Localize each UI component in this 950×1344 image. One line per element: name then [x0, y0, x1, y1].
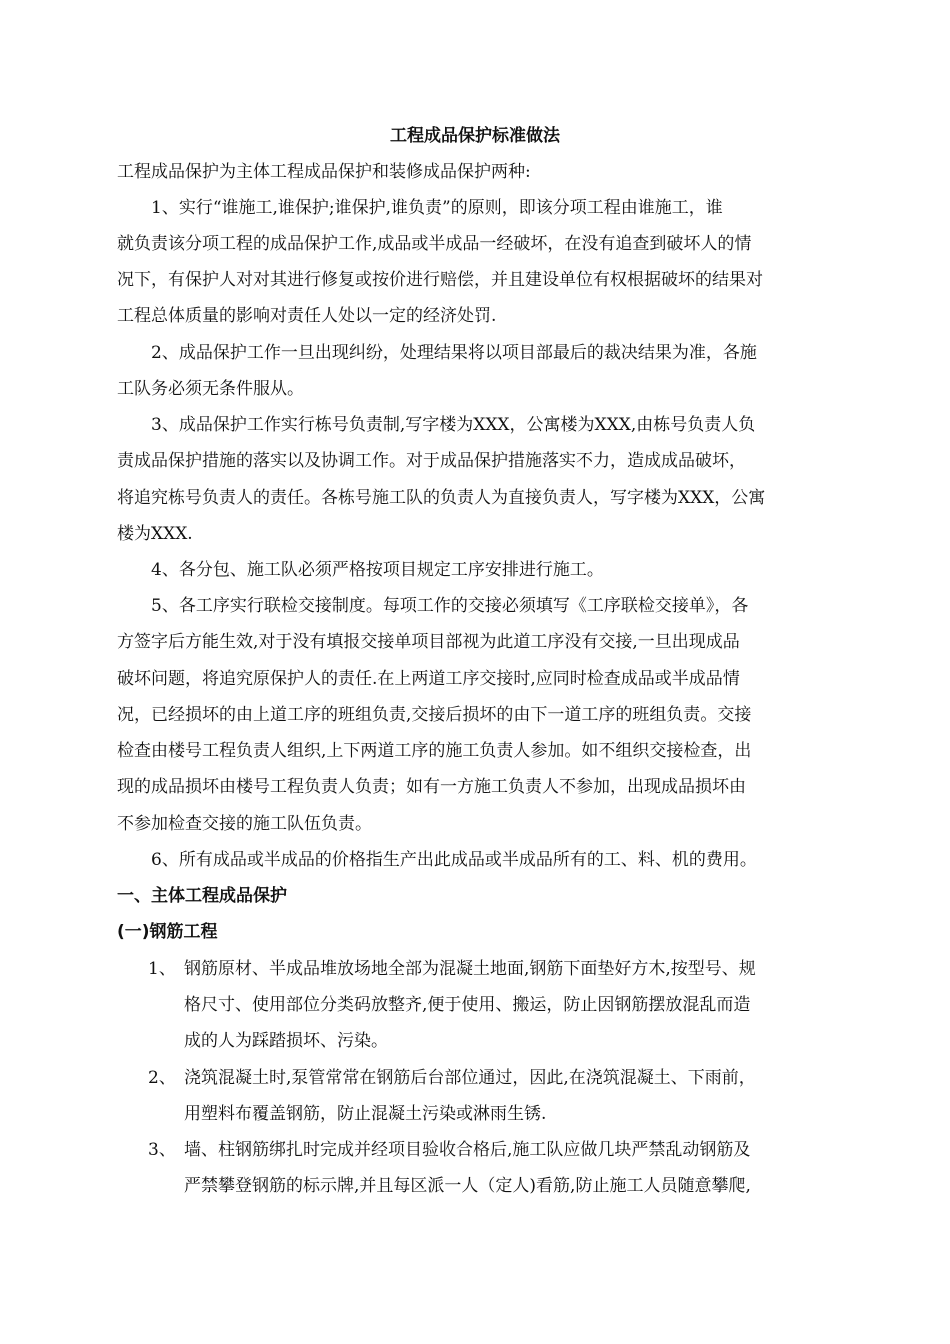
paragraph-2-line: 2、成品保护工作一旦出现纠纷，处理结果将以项目部最后的裁决结果为准，各施: [151, 343, 757, 363]
paragraph-1-line: 1、实行“谁施工,谁保护;谁保护,谁负责”的原则，即该分项工程由谁施工，谁: [151, 198, 723, 218]
paragraph-5-line: 方签字后方能生效,对于没有填报交接单项目部视为此道工序没有交接,一旦出现成品: [117, 632, 740, 652]
paragraph-1-line: 工程总体质量的影响对责任人处以一定的经济处罚.: [117, 306, 497, 326]
paragraph-3-line: 责成品保护措施的落实以及协调工作。对于成品保护措施落实不力，造成成品破坏，: [117, 451, 746, 471]
paragraph-4-line: 4、各分包、施工队必须严格按项目规定工序安排进行施工。: [151, 560, 604, 580]
paragraph-5-line: 破坏问题，将追究原保护人的责任.在上两道工序交接时,应同时检查成品或半成品情: [117, 669, 740, 689]
paragraph-2-line: 工队务必须无条件服从。: [117, 379, 304, 399]
paragraph-5-line: 5、各工序实行联检交接制度。每项工作的交接必须填写《工序联检交接单》，各: [151, 596, 749, 616]
paragraph-5-line: 现的成品损坏由楼号工程负责人负责；如有一方施工负责人不参加，出现成品损坏由: [117, 777, 746, 797]
paragraph-5-line: 检查由楼号工程负责人组织,上下两道工序的施工负责人参加。如不组织交接检查，出: [117, 741, 752, 761]
list-item-number: 1、: [148, 959, 176, 979]
document-title: 工程成品保护标准做法: [390, 126, 560, 146]
intro-line: 工程成品保护为主体工程成品保护和装修成品保护两种:: [117, 162, 531, 182]
subsection-heading: (一)钢筋工程: [117, 922, 218, 942]
paragraph-3-line: 楼为XXX.: [117, 524, 193, 544]
list-item-number: 2、: [148, 1068, 176, 1088]
list-item-line: 钢筋原材、半成品堆放场地全部为混凝土地面,钢筋下面垫好方木,按型号、规: [184, 959, 756, 979]
paragraph-3-line: 将追究栋号负责人的责任。各栋号施工队的负责人为直接负责人，写字楼为XXX，公寓: [117, 488, 766, 508]
list-item-line: 浇筑混凝土时,泵管常常在钢筋后台部位通过，因此,在浇筑混凝土、下雨前，: [184, 1068, 756, 1088]
paragraph-6-line: 6、所有成品或半成品的价格指生产出此成品或半成品所有的工、料、机的费用。: [151, 850, 757, 870]
paragraph-5-line: 不参加检查交接的施工队伍负责。: [117, 814, 372, 834]
list-item-line: 墙、柱钢筋绑扎时完成并经项目验收合格后,施工队应做几块严禁乱动钢筋及: [184, 1140, 751, 1160]
list-item-line: 成的人为踩踏损坏、污染。: [184, 1031, 388, 1051]
list-item-number: 3、: [148, 1140, 176, 1160]
paragraph-1-line: 就负责该分项工程的成品保护工作,成品或半成品一经破坏，在没有追查到破坏人的情: [117, 234, 752, 254]
list-item-line: 用塑料布覆盖钢筋，防止混凝土污染或淋雨生锈.: [184, 1104, 547, 1124]
section-heading: 一、主体工程成品保护: [117, 886, 287, 906]
list-item-line: 严禁攀登钢筋的标示牌,并且每区派一人（定人)看筋,防止施工人员随意攀爬,: [184, 1176, 751, 1196]
paragraph-5-line: 况，已经损坏的由上道工序的班组负责,交接后损坏的由下一道工序的班组负责。交接: [117, 705, 752, 725]
paragraph-3-line: 3、成品保护工作实行栋号负责制,写字楼为XXX，公寓楼为XXX,由栋号负责人负: [151, 415, 756, 435]
list-item-line: 格尺寸、使用部位分类码放整齐,便于使用、搬运，防止因钢筋摆放混乱而造: [184, 995, 751, 1015]
paragraph-1-line: 况下，有保护人对对其进行修复或按价进行赔偿，并且建设单位有权根据破坏的结果对: [117, 270, 763, 290]
